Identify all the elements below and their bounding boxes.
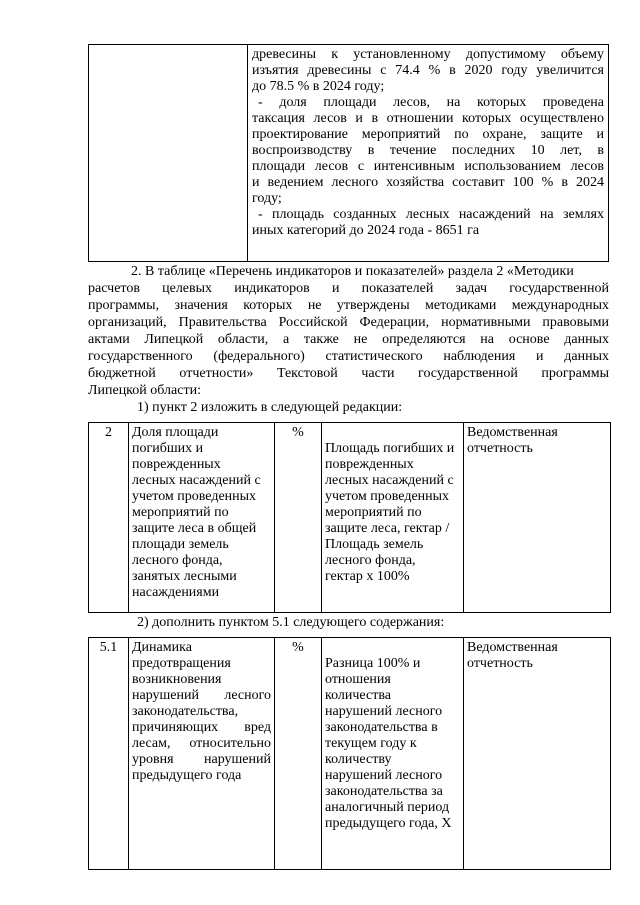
formula-line: учетом проведенных: [325, 489, 450, 504]
paragraph-line: программы, значения которых не утверждены методиками международных: [88, 298, 609, 313]
name-line: защите леса в общей: [132, 521, 257, 536]
formula-cell: [322, 423, 464, 613]
name-line: погибших и: [132, 441, 204, 456]
name-line: предотвращения: [132, 656, 231, 671]
item-1-text: 1) пункт 2 изложить в следующей редакции:: [137, 400, 403, 415]
unit-value: %: [292, 425, 304, 440]
name-line: уровня нарушений: [132, 752, 271, 767]
formula-line: Площадь земель: [325, 537, 424, 552]
table-row: [89, 638, 611, 870]
name-line: мероприятий по: [132, 505, 229, 520]
name-line: законодательства,: [132, 704, 239, 719]
name-line: Доля площади: [132, 425, 219, 440]
formula-line: Разница 100% и: [325, 656, 421, 671]
indicator-table-5-1: [88, 637, 611, 870]
paragraph-line: актами Липецкой области, а также не определяются на основе данных: [88, 332, 609, 347]
source-cell: [464, 638, 611, 870]
formula-line: отношения: [325, 672, 391, 687]
num-cell: [89, 423, 129, 613]
formula-line: законодательства в: [325, 720, 438, 735]
formula-line: аналогичный период: [325, 800, 450, 815]
source-line: Ведомственная: [467, 640, 558, 655]
top-line: проектирование мероприятий по охране, защите и: [252, 127, 604, 142]
formula-line: нарушений лесного: [325, 768, 443, 783]
top-line: до 78.5 % в 2024 году;: [252, 79, 385, 94]
item-2-text: 2) дополнить пунктом 5.1 следующего содержания:: [137, 615, 445, 630]
source-line: отчетность: [467, 441, 533, 456]
formula-line: поврежденных: [325, 457, 414, 472]
top-table-text: [252, 47, 604, 239]
paragraph-line: организаций, Правительства Российской Федерации, нормативными правовыми: [88, 315, 609, 330]
name-line: причиняющих вред: [132, 720, 271, 735]
paragraph-line: 2. В таблице «Перечень индикаторов и показателей» раздела 2 «Методики: [131, 264, 574, 279]
name-cell: [129, 638, 275, 870]
paragraph-line: государственного (федерального) статистического наблюдения и данных: [88, 349, 609, 364]
name-cell: [129, 423, 275, 613]
name-line: лесных насаждений с: [132, 473, 261, 488]
source-line: Ведомственная: [467, 425, 558, 440]
paragraph-line: бюджетной отчетности» Текстовой части государственной программы: [88, 366, 609, 381]
top-line: площади лесов с интенсивным использованием лесов: [252, 159, 604, 174]
name-line: насаждениями: [132, 585, 220, 600]
top-line: изъятия древесины с 74.4 % в 2020 году увеличится: [252, 63, 604, 78]
source-cell: [464, 423, 611, 613]
formula-line: предыдущего года, Х: [325, 816, 452, 831]
formula-line: лесного фонда,: [325, 553, 416, 568]
formula-line: текущем году к: [325, 736, 417, 751]
unit-value: %: [292, 640, 304, 655]
name-line: возникновения: [132, 672, 222, 687]
formula-line: мероприятий по: [325, 505, 422, 520]
unit-cell: [275, 423, 322, 613]
formula-line: нарушений лесного: [325, 704, 443, 719]
formula-line: Площадь погибших и: [325, 441, 455, 456]
row-number: 2: [105, 425, 112, 440]
formula-line: лесных насаждений с: [325, 473, 454, 488]
top-line: таксация лесов и в отношении которых осуществлено: [252, 111, 604, 126]
top-line: и ведением лесного хозяйства составит 100 % в 2024: [252, 175, 604, 190]
name-line: Динамика: [132, 640, 192, 655]
formula-line: законодательства за: [325, 784, 443, 799]
formula-line: количества: [325, 688, 391, 703]
name-line: учетом проведенных: [132, 489, 257, 504]
top-line: иных категорий до 2024 года - 8651 га: [252, 223, 480, 238]
name-line: лесам, относительно: [132, 736, 271, 751]
indicator-table-2: [88, 422, 611, 613]
paragraph-line: расчетов целевых индикаторов и показателей задач государственной: [88, 281, 609, 296]
paragraph: [88, 263, 609, 399]
num-cell: [89, 638, 129, 870]
source-line: отчетность: [467, 656, 533, 671]
top-table-left-cell: [88, 44, 248, 262]
top-line: году;: [252, 191, 282, 206]
formula-line: гектар х 100%: [325, 569, 410, 584]
top-line: воспроизводству в течение последних 10 лет, в: [252, 143, 604, 158]
name-line: предыдущего года: [132, 768, 242, 783]
top-line: - площадь созданных лесных насаждений на землях: [258, 207, 604, 222]
unit-cell: [275, 638, 322, 870]
row-number: 5.1: [99, 640, 118, 655]
name-line: площади земель: [132, 537, 229, 552]
top-line: - доля площади лесов, на которых проведена: [258, 95, 604, 110]
top-line: древесины к установленному допустимому объему: [252, 47, 604, 62]
name-line: занятых лесными: [132, 569, 237, 584]
formula-line: защите леса, гектар /: [325, 521, 450, 536]
table-row: [89, 423, 611, 613]
name-line: нарушений лесного: [132, 688, 271, 703]
formula-cell: [322, 638, 464, 870]
formula-line: количеству: [325, 752, 392, 767]
name-line: поврежденных: [132, 457, 221, 472]
paragraph-line: Липецкой области:: [88, 383, 201, 398]
name-line: лесного фонда,: [132, 553, 223, 568]
